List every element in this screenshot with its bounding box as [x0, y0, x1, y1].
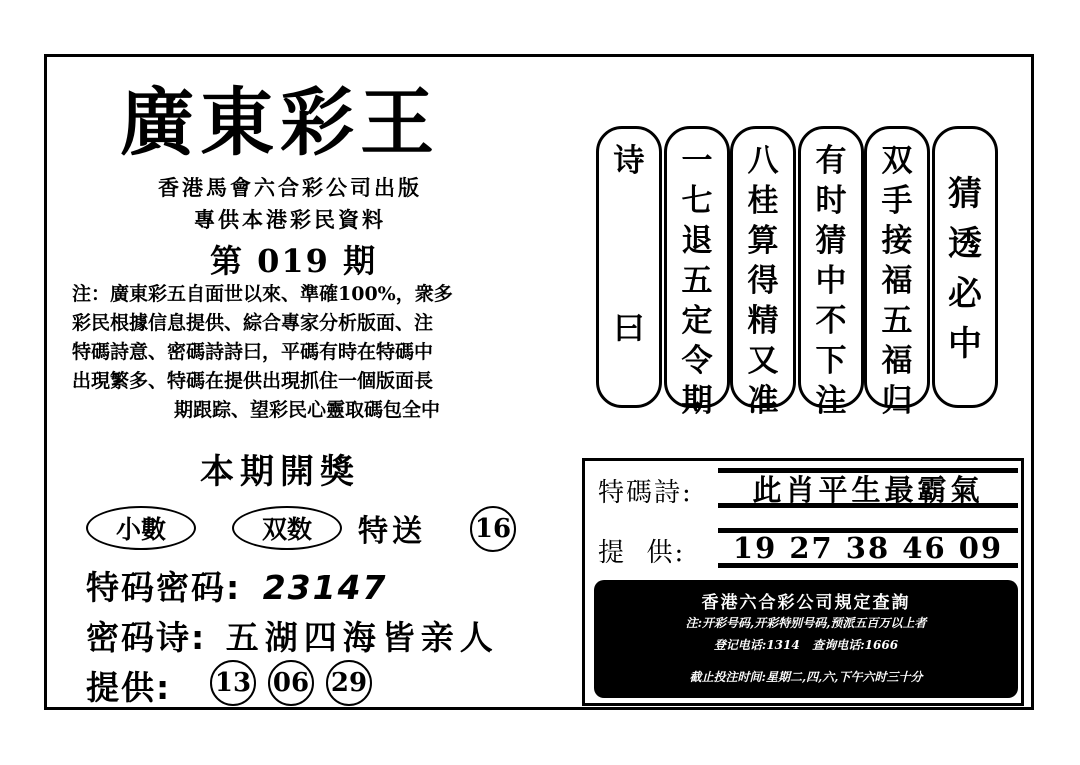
- notice-title: 香港六合彩公司規定查詢: [701, 593, 911, 613]
- scroll-char: 曰: [613, 311, 645, 347]
- scroll-char: 令: [681, 343, 713, 379]
- scroll-char: 不: [815, 303, 847, 339]
- notice-line-1: 注:开彩号码,开彩特别号码,预派五百万以上者: [685, 616, 927, 630]
- scroll-char: 猜: [948, 174, 982, 214]
- notice-line-3: 截止投注时间:星期二,四,六,下午六时三十分: [689, 670, 923, 684]
- scroll-char: 接: [881, 223, 913, 259]
- scroll-char: 注: [815, 383, 847, 419]
- scroll-char: 福: [881, 263, 913, 299]
- scroll-char: 归: [881, 383, 913, 419]
- draw-heading: 本期開獎: [200, 452, 360, 492]
- scroll-char: 又: [747, 343, 779, 379]
- provide-number: 29: [326, 660, 372, 706]
- notes-line: 期跟踪、望彩民心靈取碼包全中: [173, 399, 440, 421]
- scroll-char: 必: [948, 274, 982, 314]
- scroll-char: 诗: [613, 143, 645, 179]
- special-label: 特送: [358, 514, 426, 549]
- scroll-char: 定: [681, 303, 713, 339]
- scroll-char: 精: [747, 303, 779, 339]
- special-number: 16: [470, 506, 516, 552]
- scroll-char: 有: [815, 143, 847, 179]
- notice-line-2: 登记电话:1314 查询电话:1666: [713, 638, 899, 652]
- poem-line: [86, 612, 499, 659]
- scroll-char: 七: [681, 183, 713, 219]
- poem-value: 五湖四海皆亲人: [225, 618, 499, 657]
- scroll-char: 退: [681, 223, 713, 259]
- scroll-char: 时: [815, 183, 847, 219]
- poster-title: 廣東彩王: [120, 80, 440, 166]
- issue-number: 第 019 期: [210, 242, 378, 280]
- scroll-column: [864, 126, 930, 419]
- provide-number: 13: [210, 660, 256, 706]
- scroll-char: 中: [815, 263, 847, 299]
- scroll-char: 双: [881, 143, 913, 179]
- notes-paragraph: [72, 280, 542, 425]
- scroll-char: 中: [948, 324, 982, 364]
- scroll-char: 一: [681, 143, 713, 179]
- scroll-char: 算: [747, 223, 779, 259]
- code-value: 23147: [262, 568, 388, 607]
- notice-box: [594, 580, 1018, 698]
- scroll-column: [798, 126, 864, 419]
- notes-line: 出現繁多、特碼在提供出現抓住一個版面長: [72, 370, 434, 392]
- even-number-oval: 双数: [232, 506, 342, 550]
- small-number-oval: 小數: [86, 506, 196, 550]
- poem-label-right: 特碼詩:: [598, 478, 693, 508]
- code-label: 特码密码:: [86, 568, 242, 607]
- scroll-char: 下: [815, 343, 847, 379]
- scroll-column: [730, 126, 796, 419]
- poem-value-right: 此肖平生最霸氣: [718, 468, 1018, 508]
- notes-line: 注：廣東彩五自面世以來、準確100%，衆多: [72, 283, 453, 305]
- provide-label-right: 提 供:: [598, 538, 686, 568]
- scroll-poem-heading: [596, 126, 662, 408]
- scroll-char: 五: [881, 303, 913, 339]
- provide-value-right: 19 27 38 46 09: [718, 528, 1018, 568]
- scroll-char: 透: [948, 224, 982, 264]
- code-line: [86, 562, 388, 609]
- scroll-column-guess: [932, 126, 998, 408]
- publisher-line-2: 專供本港彩民資料: [194, 207, 386, 232]
- scroll-char: 准: [747, 383, 779, 419]
- notes-line: 特碼詩意、密碼詩詩曰，平碼有時在特碼中: [72, 341, 434, 363]
- provide-label: 提供:: [86, 668, 172, 707]
- provide-number: 06: [268, 660, 314, 706]
- scroll-char: 桂: [747, 183, 779, 219]
- scroll-char: 八: [747, 143, 779, 179]
- scroll-char: 期: [681, 383, 713, 419]
- scroll-char: 福: [881, 343, 913, 379]
- scroll-char: 得: [747, 263, 779, 299]
- scroll-column: [664, 126, 730, 419]
- scroll-char: 手: [881, 183, 913, 219]
- poem-label: 密码诗:: [86, 618, 207, 657]
- scroll-char: 猜: [815, 223, 847, 259]
- publisher-line-1: 香港馬會六合彩公司出版: [158, 175, 422, 200]
- notes-line: 彩民根據信息提供、綜合專家分析版面、注: [72, 312, 434, 334]
- scroll-char: 五: [681, 263, 713, 299]
